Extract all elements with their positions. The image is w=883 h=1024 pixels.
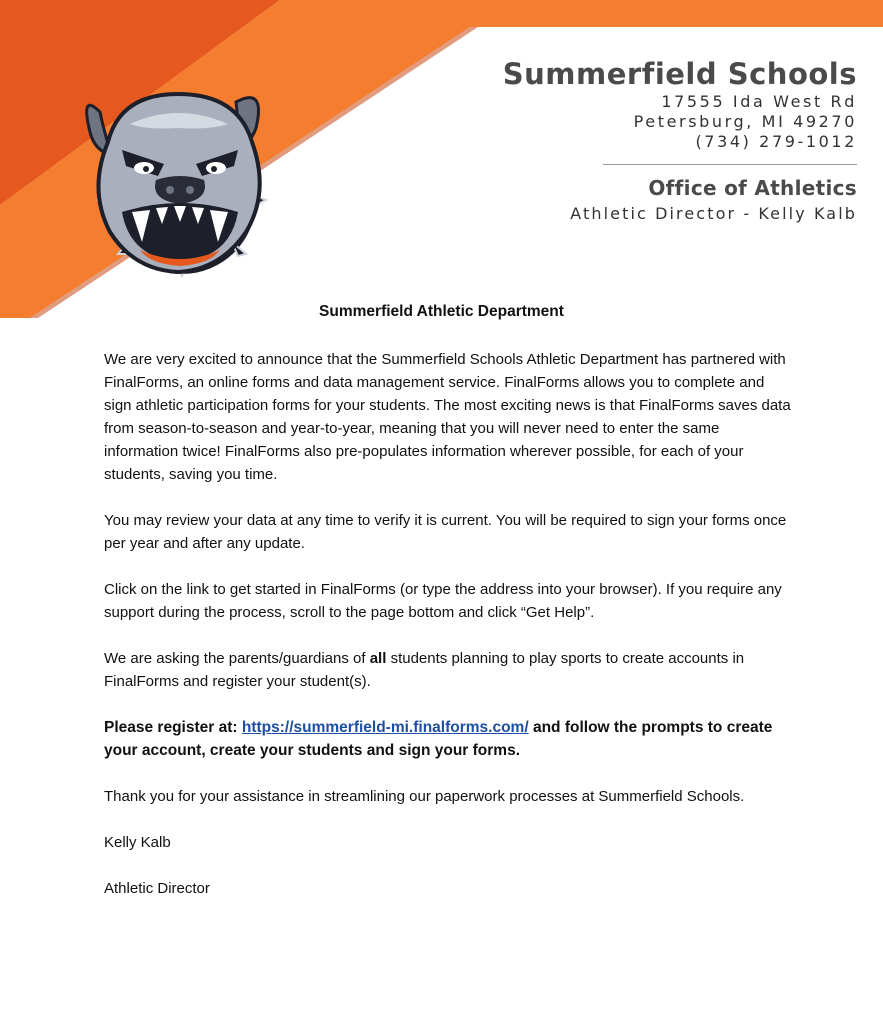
org-name: Summerfield Schools: [502, 57, 857, 91]
letter-body: [104, 348, 794, 923]
paragraph-thanks: Thank you for your assistance in streamlining our paperwork processes at Summerfield Schools.: [104, 788, 745, 805]
office-block: [570, 174, 857, 226]
register-text-pre: Please register at:: [104, 719, 242, 736]
parents-text-emphasis: all: [369, 650, 387, 667]
paragraph-review: You may review your data at any time to verify it is current. You will be required to sign your forms once per year and after any update.: [104, 512, 787, 552]
signature-title: Athletic Director: [104, 880, 210, 897]
address-line-1: 17555 Ida West Rd: [661, 92, 857, 111]
address-line-2: Petersburg, MI 49270: [633, 112, 857, 131]
org-header: [503, 56, 857, 152]
letter-title: Summerfield Athletic Department: [319, 303, 564, 320]
paragraph-intro: We are very excited to announce that the Summerfield Schools Athletic Department has partnered with FinalForms, an online forms and data management service. FinalForms allows you to complete and sign athletic participation forms for your students. The most exciting news is that FinalForms saves data from season-to-season and year-to-year, meaning that you will never need to enter the same information twice! FinalForms also pre-populates information wherever possible, for each of your students, saving you time.: [104, 351, 791, 483]
parents-text-pre: We are asking the parents/guardians of: [104, 650, 370, 667]
paragraph-get-started: Click on the link to get started in FinalForms (or type the address into your browser). If you require any support during the process, scroll to the page bottom and click “Get Help”.: [104, 581, 782, 621]
parents-text-post: students planning to play sports to create accounts in FinalForms and register your student(s).: [104, 650, 745, 690]
paragraph-parents: [104, 647, 794, 693]
phone-number: (734) 279-1012: [695, 132, 857, 151]
paragraph-register: [104, 716, 794, 762]
header-divider: [603, 164, 857, 165]
register-text-post: and follow the prompts to create your account, create your students and sign your forms.: [104, 719, 773, 759]
bulldog-mascot-icon: [60, 72, 290, 282]
director-line: Athletic Director - Kelly Kalb: [570, 204, 857, 223]
finalforms-link[interactable]: https://summerfield-mi.finalforms.com/: [241, 719, 529, 736]
signature-name: Kelly Kalb: [104, 834, 171, 851]
office-name: Office of Athletics: [648, 176, 857, 200]
